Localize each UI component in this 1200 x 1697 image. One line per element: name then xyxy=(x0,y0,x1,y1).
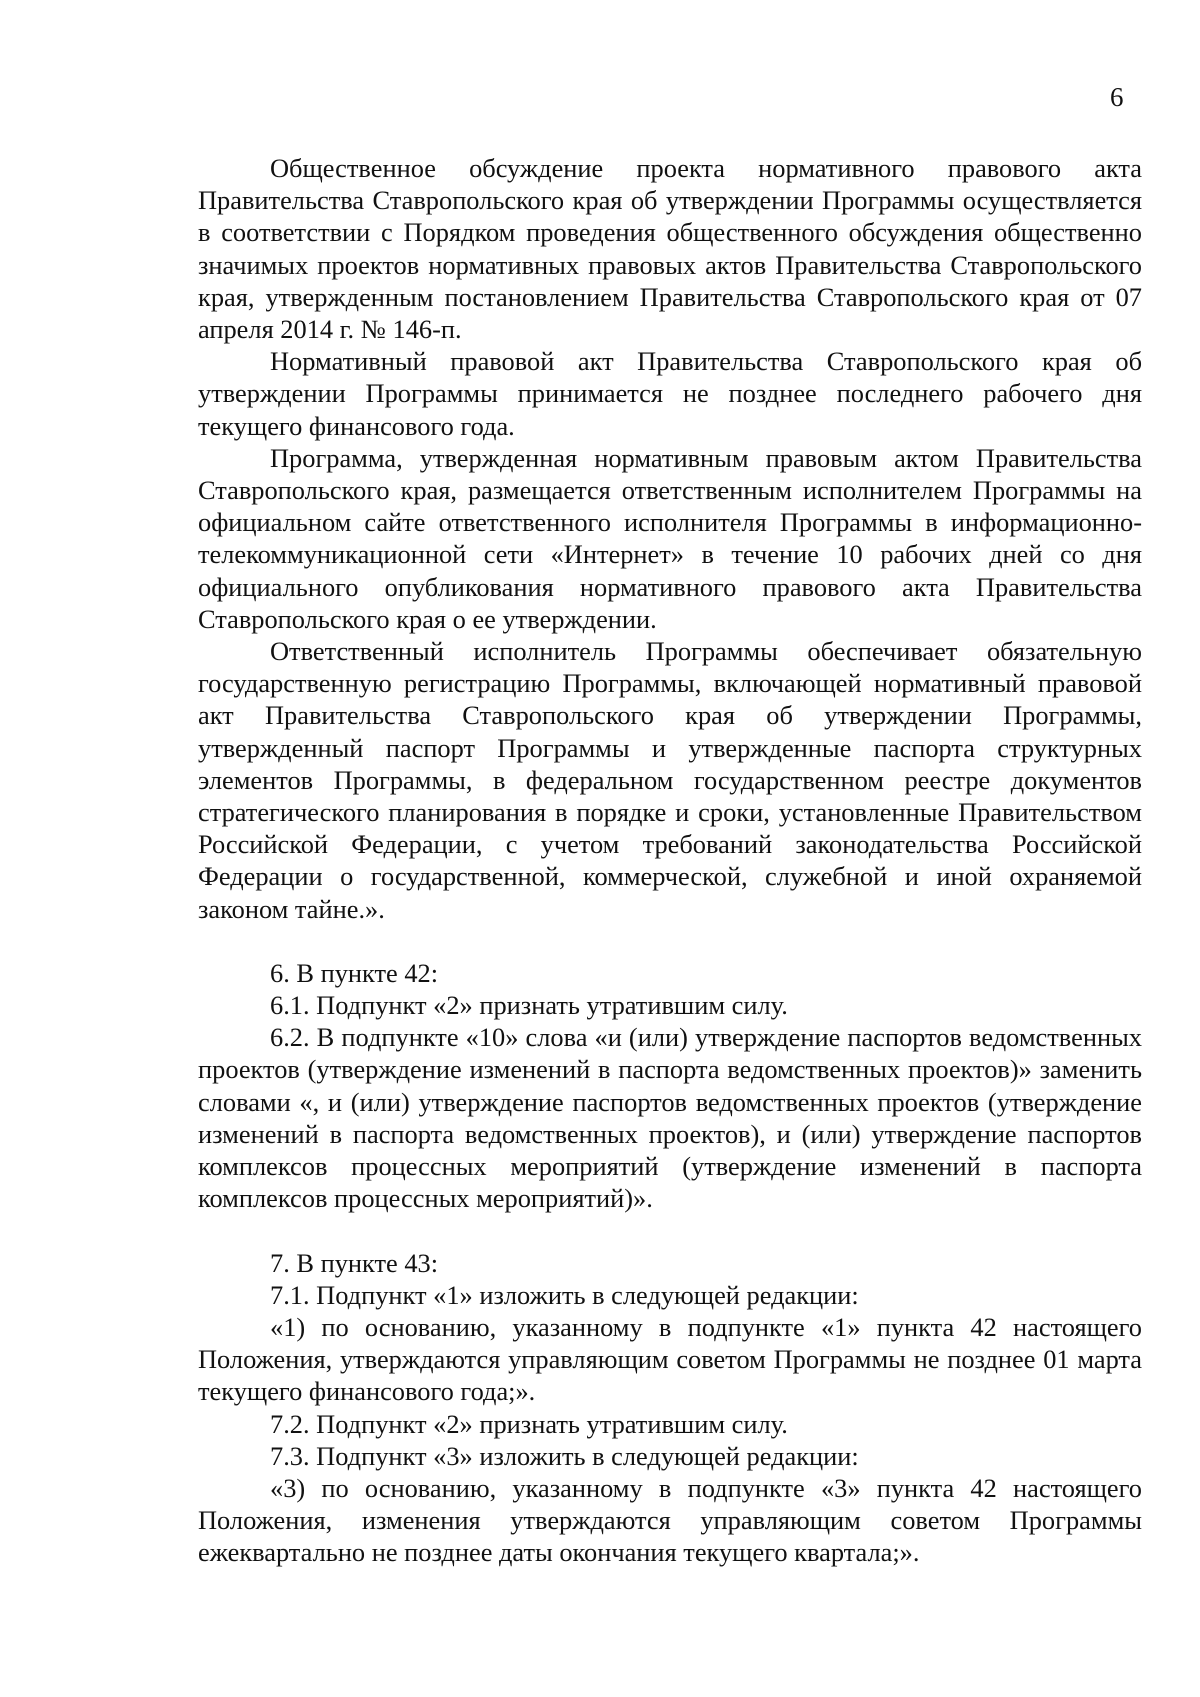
paragraph-public-discussion: Общественное обсуждение проекта нормативного правового акта Правительства Ставропольского края об утверждении Программы осуществляется в соответствии с Порядком проведения общественного обсуждения общественно значимых проектов нормативных правовых актов Правительства Ставропольского края, утвержденным постановлением Правительства Ставропольского края от 07 апреля 2014 г. № 146-п. xyxy=(198,153,1142,345)
page-number: 6 xyxy=(1110,82,1124,112)
item-7-1-text: «1) по основанию, указанному в подпункте «1» пункта 42 настоящего Положения, утверждаются управляющим советом Программы не позднее 01 марта текущего финансового года;». xyxy=(198,1311,1142,1407)
paragraph-adoption-deadline: Нормативный правовой акт Правительства Ставропольского края об утверждении Программы принимается не позднее последнего рабочего дня текущего финансового года. xyxy=(198,346,1142,441)
item-7-2: 7.2. Подпункт «2» признать утратившим силу. xyxy=(270,1408,788,1439)
item-7-heading: 7. В пункте 43: xyxy=(270,1247,439,1278)
section-gap xyxy=(198,925,1142,957)
item-6-1: 6.1. Подпункт «2» признать утратившим силу. xyxy=(270,990,788,1021)
item-7-3-text: «3) по основанию, указанному в подпункте «3» пункта 42 настоящего Положения, изменения утверждаются управляющим советом Программы ежеквартально не позднее даты окончания текущего квартала;». xyxy=(198,1472,1142,1568)
document-body xyxy=(198,152,1142,1569)
paragraph-state-registration: Ответственный исполнитель Программы обеспечивает обязательную государственную регистрацию Программы, включающей нормативный правовой акт Правительства Ставропольского края об утверждении Программы, утвержденный паспорт Программы и утвержденные паспорта структурных элементов Программы, в федеральном государственном реестре документов стратегического планирования в порядке и сроки, установленные Правительством Российской Федерации, с учетом требований законодательства Российской Федерации о государственной, коммерческой, служебной и иной охраняемой законом тайне.». xyxy=(198,636,1142,924)
item-7-1: 7.1. Подпункт «1» изложить в следующей редакции: xyxy=(270,1279,859,1310)
item-6-2: 6.2. В подпункте «10» слова «и (или) утверждение паспортов ведомственных проектов (утверждение изменений в паспорта ведомственных проектов)» заменить словами «, и (или) утверждение паспортов ведомственных проектов (утверждение изменений в паспорта ведомственных проектов), и (или) утверждение паспортов комплексов процессных мероприятий (утверждение изменений в паспорта комплексов процессных мероприятий)». xyxy=(198,1022,1142,1214)
section-gap xyxy=(198,1215,1142,1247)
paragraph-publication: Программа, утвержденная нормативным правовым актом Правительства Ставропольского края, размещается ответственным исполнителем Программы на официальном сайте ответственного исполнителя Программы в информационно-телекоммуникационной сети «Интернет» в течение 10 рабочих дней со дня официального опубликования нормативного правового акта Правительства Ставропольского края о ее утверждении. xyxy=(198,442,1142,634)
item-7-3: 7.3. Подпункт «3» изложить в следующей редакции: xyxy=(270,1440,859,1471)
item-6-heading: 6. В пункте 42: xyxy=(270,957,439,988)
